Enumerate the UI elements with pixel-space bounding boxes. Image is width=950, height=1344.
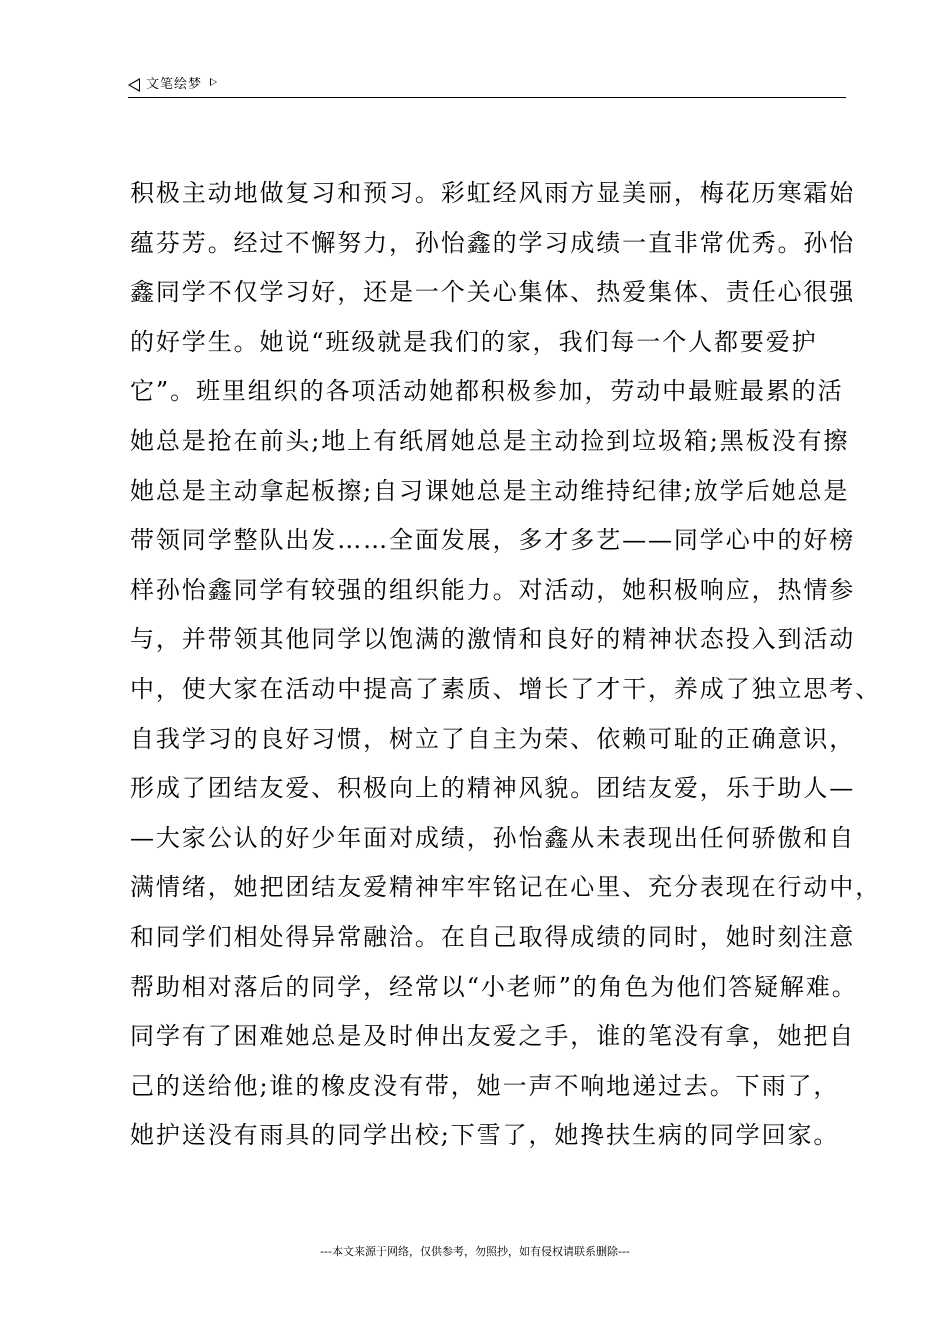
footer-disclaimer: ---本文来源于网络，仅供参考，勿照抄，如有侵权请联系删除--- (320, 1245, 630, 1258)
text-line: 它”。班里组织的各项活动她都积极参加，劳动中最赃最累的活 (130, 377, 844, 406)
text-line: —大家公认的好少年面对成绩，孙怡鑫从未表现出任何骄傲和自 (130, 823, 856, 852)
text-line: 带领同学整队出发……全面发展，多才多艺——同学心中的好榜 (130, 526, 856, 555)
header-title: 文笔绘梦 (146, 77, 203, 92)
text-line: 中，使大家在活动中提高了素质、增长了才干，养成了独立思考、 (130, 674, 882, 703)
text-line: 与，并带领其他同学以饱满的激情和良好的精神状态投入到活动 (130, 625, 856, 654)
body-text (130, 169, 882, 1161)
text-line: 形成了团结友爱、积极向上的精神风貌。团结友爱，乐于助人— (130, 774, 856, 803)
text-line: 她总是主动拿起板擦;自习课她总是主动维持纪律;放学后她总是 (130, 476, 850, 505)
text-line: 己的送给他;谁的橡皮没有带，她一声不响地递过去。下雨了， (130, 1071, 840, 1100)
text-line: 她总是抢在前头;地上有纸屑她总是主动捡到垃圾箱;黑板没有擦 (130, 426, 850, 455)
text-line: 自我学习的良好习惯，树立了自主为荣、依赖可耻的正确意识， (130, 724, 856, 753)
triangle-right-outline-icon (210, 78, 217, 86)
text-line: 样孙怡鑫同学有较强的组织能力。对活动，她积极响应，热情参 (130, 575, 856, 604)
text-line: 鑫同学不仅学习好，还是一个关心集体、热爱集体、责任心很强 (130, 278, 856, 307)
text-line: 她护送没有雨具的同学出校;下雪了，她搀扶生病的同学回家。 (130, 1121, 840, 1150)
header-divider (128, 97, 846, 98)
triangle-left-outline-icon (128, 78, 140, 92)
text-line: 满情绪，她把团结友爱精神牢牢铭记在心里、充分表现在行动中， (130, 873, 882, 902)
page-header (128, 74, 217, 96)
text-line: 帮助相对落后的同学，经常以“小老师”的角色为他们答疑解难。 (130, 972, 858, 1001)
text-line: 蕴芬芳。经过不懈努力，孙怡鑫的学习成绩一直非常优秀。孙怡 (130, 228, 856, 257)
text-line: 同学有了困难她总是及时伸出友爱之手，谁的笔没有拿，她把自 (130, 1022, 856, 1051)
text-line: 的好学生。她说“班级就是我们的家，我们每一个人都要爱护 (130, 327, 818, 356)
text-line: 和同学们相处得异常融洽。在自己取得成绩的同时，她时刻注意 (130, 922, 856, 951)
text-line: 积极主动地做复习和预习。彩虹经风雨方显美丽，梅花历寒霜始 (130, 179, 856, 207)
